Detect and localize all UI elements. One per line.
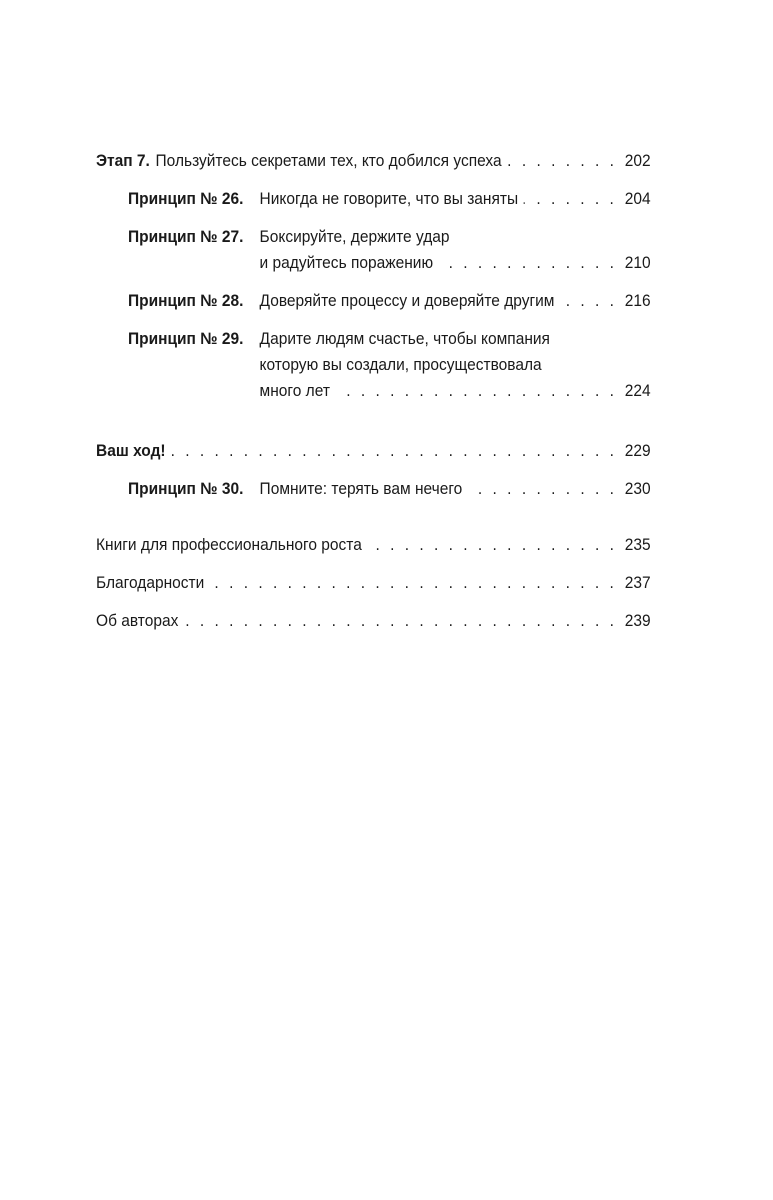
toc-entry-about-authors[interactable] [96,608,651,634]
entry-title: Книги для профессионального роста [96,536,362,554]
page-number: 210 [624,254,651,272]
page-number: 229 [624,442,651,460]
entry-title-line-2: которую вы создали, просуществовала [259,356,542,374]
dot-leader [468,476,617,502]
toc-entry-principle-26[interactable] [96,186,651,212]
page-number: 230 [624,480,651,498]
entry-title: Доверяйте процессу и доверяйте другим [259,292,555,310]
toc-entry-principle-28[interactable] [96,288,651,314]
dot-leader [210,570,617,596]
page-number: 239 [624,612,651,630]
page-number: 204 [624,190,651,208]
principle-label: Принцип № 28. [127,292,244,310]
dot-leader [368,532,617,558]
toc-entry-your-move[interactable] [96,438,651,464]
table-of-contents [96,148,651,634]
section-label: Ваш ход! [96,442,166,460]
toc-entry-books[interactable] [96,532,651,558]
principle-label: Принцип № 29. [127,330,244,348]
principle-label: Принцип № 26. [127,190,244,208]
entry-title: Пользуйтесь секретами тех, кто добился успеха [155,152,502,170]
entry-title-line-1: Боксируйте, держите удар [259,228,450,246]
page-number: 224 [624,382,651,400]
dot-leader [524,186,617,212]
toc-entry-acknowledgements[interactable] [96,570,651,596]
page-number: 237 [624,574,651,592]
principle-label: Принцип № 30. [127,480,244,498]
toc-entry-principle-30[interactable] [96,476,651,502]
entry-title-line-2: и радуйтесь поражению [259,254,434,272]
dot-leader [171,438,617,464]
page-number: 216 [624,292,651,310]
dot-leader [336,378,617,404]
toc-entry-stage-7[interactable] [96,148,651,174]
entry-title: Благодарности [96,574,205,592]
dot-leader [184,608,617,634]
dot-leader [560,288,617,314]
dot-leader [507,148,617,174]
page-number: 235 [624,536,651,554]
entry-title: Об авторах [96,612,179,630]
dot-leader [439,250,617,276]
entry-title-line-3: много лет [259,382,330,400]
entry-title-line-1: Дарите людям счастье, чтобы компания [259,330,550,348]
toc-entry-principle-29[interactable] [96,326,651,404]
entry-title: Помните: терять вам нечего [259,480,463,498]
page-number: 202 [624,152,651,170]
toc-entry-principle-27[interactable] [96,224,651,276]
principle-label: Принцип № 27. [127,228,244,246]
stage-label: Этап 7. [96,152,150,170]
entry-title: Никогда не говорите, что вы заняты [259,190,519,208]
